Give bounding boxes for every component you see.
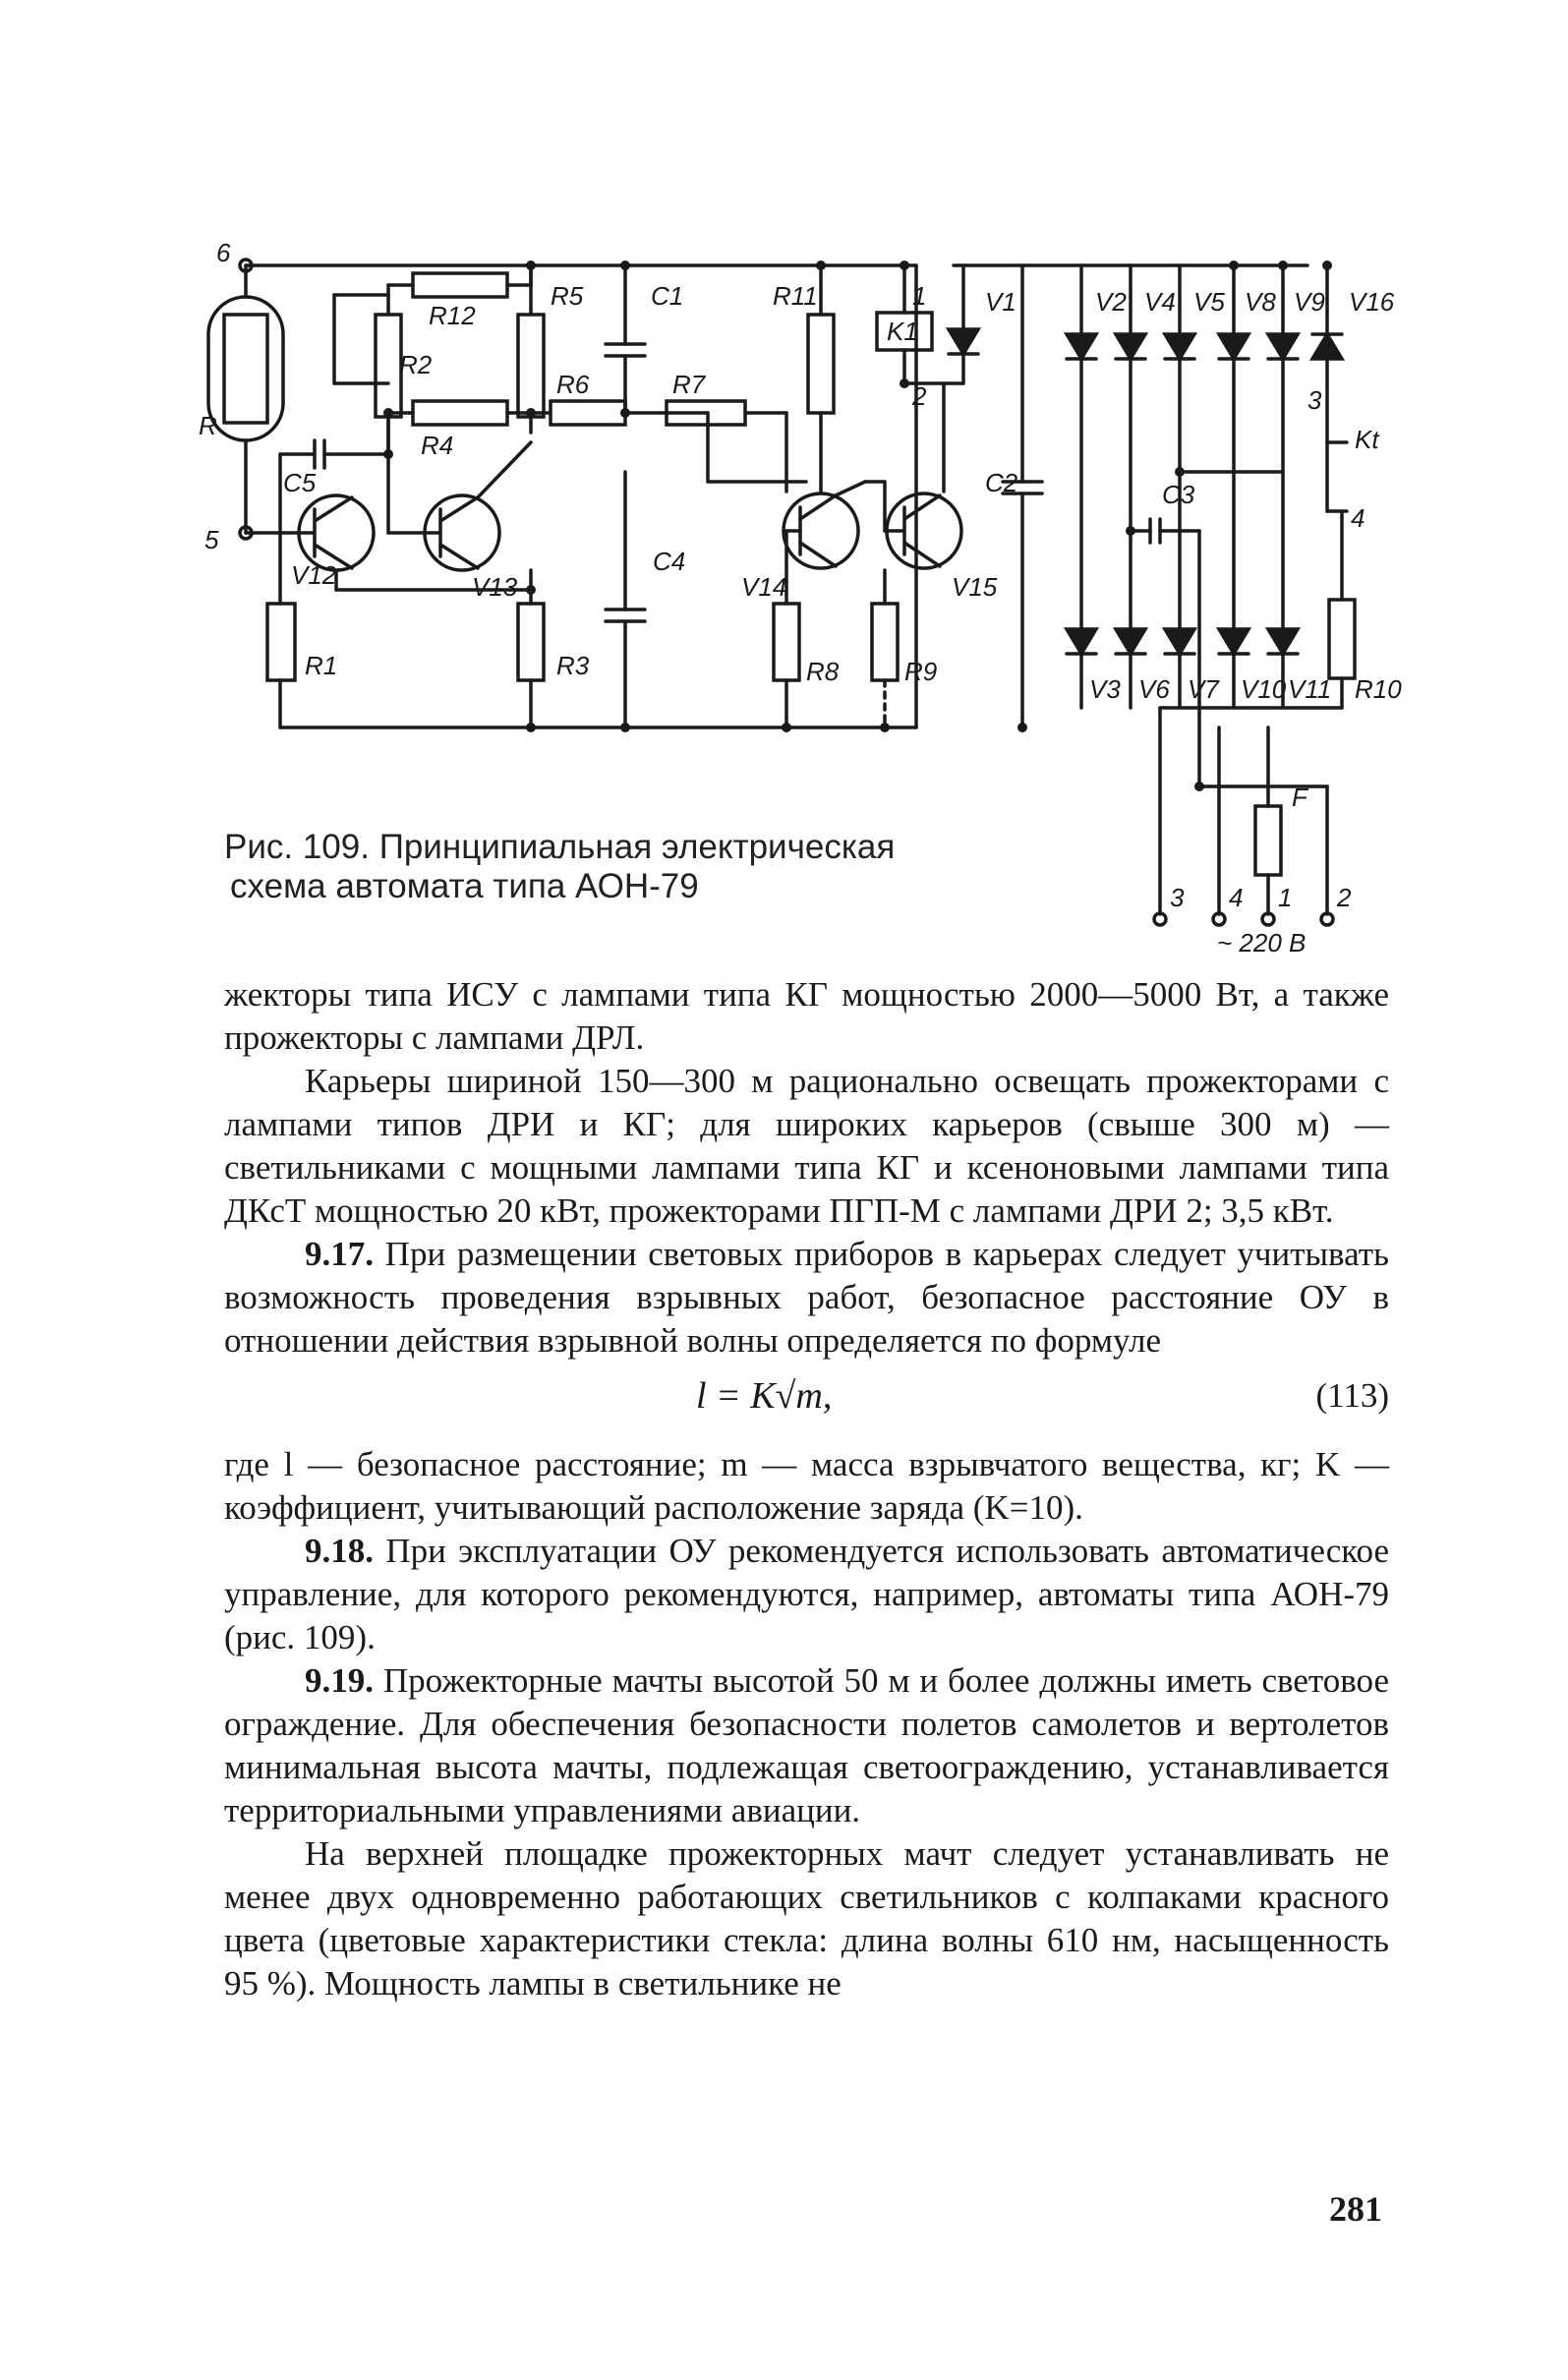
label-C1: C1 xyxy=(651,281,684,311)
label-R8: R8 xyxy=(806,657,840,686)
formula-number: (113) xyxy=(1315,1376,1389,1415)
figure-caption xyxy=(224,828,971,906)
paragraph-last: На верхней площадке прожекторных мачт следует устанавливать не менее двух одновременно работающих светильников с колпаками красного цвета (цветовые характеристики стекла: длина волны 610 нм, насыщенность 95 %). Мощность лампы в светильнике не xyxy=(224,1834,1389,2003)
paragraph-918-text: При эксплуатации ОУ рекомендуется использовать автоматическое управление, для которого рекомендуются, например, автоматы типа АОН-79 (рис. 109). xyxy=(224,1532,1389,1656)
label-Kt: Kt xyxy=(1355,425,1379,454)
formula-row xyxy=(224,1370,1389,1429)
label-F: F xyxy=(1292,783,1307,812)
label-V5: V5 xyxy=(1193,287,1225,317)
label-V13: V13 xyxy=(472,572,518,602)
paragraph-919 xyxy=(224,1659,1389,1832)
section-number-9-18: 9.18. xyxy=(305,1532,374,1570)
page-number: 281 xyxy=(1329,2189,1382,2229)
label-R12: R12 xyxy=(429,301,476,330)
label-terminal-5: 5 xyxy=(204,525,219,554)
label-R1: R1 xyxy=(305,651,338,680)
label-out-4: 4 xyxy=(1229,883,1244,912)
body-text xyxy=(224,973,1389,2005)
section-number-9-17: 9.17. xyxy=(305,1235,374,1273)
label-C5: C5 xyxy=(283,468,317,497)
label-R3: R3 xyxy=(556,651,590,680)
label-out-3: 3 xyxy=(1170,883,1185,912)
label-K1: K1 xyxy=(887,317,918,346)
label-V16: V16 xyxy=(1349,287,1395,317)
label-C2: C2 xyxy=(985,468,1018,497)
label-node-2: 2 xyxy=(912,381,927,411)
caption-line-1: Рис. 109. Принципиальная электрическая xyxy=(224,828,896,866)
label-V10: V10 xyxy=(1241,674,1287,704)
caption-line-2: схема автомата типа АОН-79 xyxy=(230,867,699,905)
label-V8: V8 xyxy=(1245,287,1276,317)
label-R5: R5 xyxy=(551,281,584,311)
label-node-1: 1 xyxy=(912,281,927,311)
paragraph-917-text: При размещении световых приборов в карьерах следует учитывать возможность проведения взрывных работ, безопасное расстояние ОУ в отношении действия взрывной волны определяется по формуле xyxy=(224,1235,1390,1360)
section-number-9-19: 9.19. xyxy=(305,1661,374,1700)
label-V12: V12 xyxy=(291,560,337,590)
label-V7: V7 xyxy=(1188,674,1219,704)
paragraph-1: жекторы типа ИСУ с лампами типа КГ мощностью 2000—5000 Вт, а также прожекторы с лампами ДРЛ. xyxy=(224,975,1389,1057)
label-V1: V1 xyxy=(985,287,1016,317)
label-R9: R9 xyxy=(904,657,938,686)
label-node-3: 3 xyxy=(1307,385,1322,415)
label-V3: V3 xyxy=(1089,674,1121,704)
label-R4: R4 xyxy=(421,431,454,460)
label-V9: V9 xyxy=(1294,287,1325,317)
paragraph-918 xyxy=(224,1530,1389,1659)
label-terminal-6: 6 xyxy=(216,238,231,267)
label-V15: V15 xyxy=(952,572,998,602)
label-R6: R6 xyxy=(556,370,590,399)
formula: l = K√m, xyxy=(696,1375,833,1417)
label-supply: ~ 220 В xyxy=(1217,928,1307,958)
label-V6: V6 xyxy=(1138,674,1170,704)
paragraph-where: где l — безопасное расстояние; m — масса взрывчатого вещества, кг; K — коэффициент, учитывающий расположение заряда (K=10). xyxy=(224,1445,1389,1527)
label-V2: V2 xyxy=(1095,287,1127,317)
label-R10: R10 xyxy=(1355,674,1402,704)
label-V14: V14 xyxy=(741,572,787,602)
label-C3: C3 xyxy=(1162,480,1195,509)
label-R11: R11 xyxy=(773,281,818,311)
paragraph-917 xyxy=(224,1233,1389,1363)
label-out-2: 2 xyxy=(1337,883,1352,912)
label-R2: R2 xyxy=(399,350,433,379)
label-C4: C4 xyxy=(653,547,686,576)
label-R: R xyxy=(199,411,217,440)
label-V4: V4 xyxy=(1144,287,1176,317)
paragraph-2: Карьеры шириной 150—300 м рационально освещать прожекторами с лампами типов ДРИ и КГ; для широких карьеров (свыше 300 м) —светильниками с мощными лампами типа КГ и ксеноновыми лампами типа ДКсТ мощностью 20 кВт, прожекторами ПГП-М с лампами ДРИ 2; 3,5 кВт. xyxy=(224,1062,1389,1230)
label-R7: R7 xyxy=(672,370,706,399)
label-node-4: 4 xyxy=(1351,503,1365,533)
label-out-1: 1 xyxy=(1278,883,1293,912)
paragraph-919-text: Прожекторные мачты высотой 50 м и более должны иметь световое ограждение. Для обеспечения безопасности полетов самолетов и вертолетов минимальная высота мачты, подлежащая светоограждению, устанавливается территориальными управлениями авиации. xyxy=(224,1661,1389,1829)
label-V11: V11 xyxy=(1288,674,1332,704)
